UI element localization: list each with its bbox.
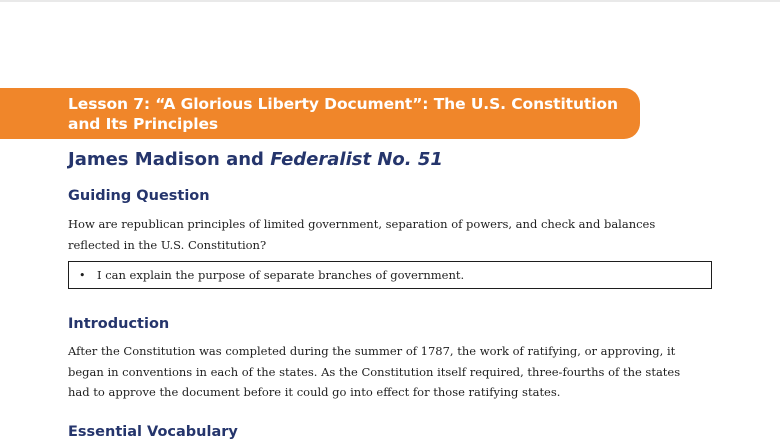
learning-objective-box: [68, 261, 712, 289]
lesson-banner: [0, 88, 640, 139]
guiding-question-line-1: How are republican principles of limited government, separation of powers, and check and balances: [68, 217, 656, 231]
learning-objective-item: I can explain the purpose of separate branches of government.: [97, 268, 465, 282]
introduction-line-1: After the Constitution was completed during the summer of 1787, the work of ratifying, or approving, it: [68, 344, 676, 358]
page-title-italic: Federalist No. 51: [270, 149, 443, 170]
lesson-title-line-2: and Its Principles: [68, 115, 218, 133]
introduction-paragraph: [68, 341, 680, 403]
guiding-question-text: [68, 214, 655, 255]
lesson-title-line-1: Lesson 7: “A Glorious Liberty Document”: The U.S. Constitution: [68, 95, 618, 113]
essential-vocabulary-heading: Essential Vocabulary: [68, 424, 238, 440]
guiding-question-line-2: reflected in the U.S. Constitution?: [68, 237, 267, 252]
bullet-icon: •: [79, 268, 86, 282]
top-divider: [0, 0, 780, 2]
page-title: [68, 149, 443, 171]
page-title-prefix: James Madison and: [68, 149, 271, 170]
introduction-heading: Introduction: [68, 316, 170, 332]
introduction-line-2: began in conventions in each of the states. As the Constitution itself required, three-fourths of the states: [68, 364, 681, 379]
introduction-line-3: had to approve the document before it could go into effect for those ratifying states.: [68, 385, 561, 399]
guiding-question-heading: Guiding Question: [68, 188, 210, 204]
